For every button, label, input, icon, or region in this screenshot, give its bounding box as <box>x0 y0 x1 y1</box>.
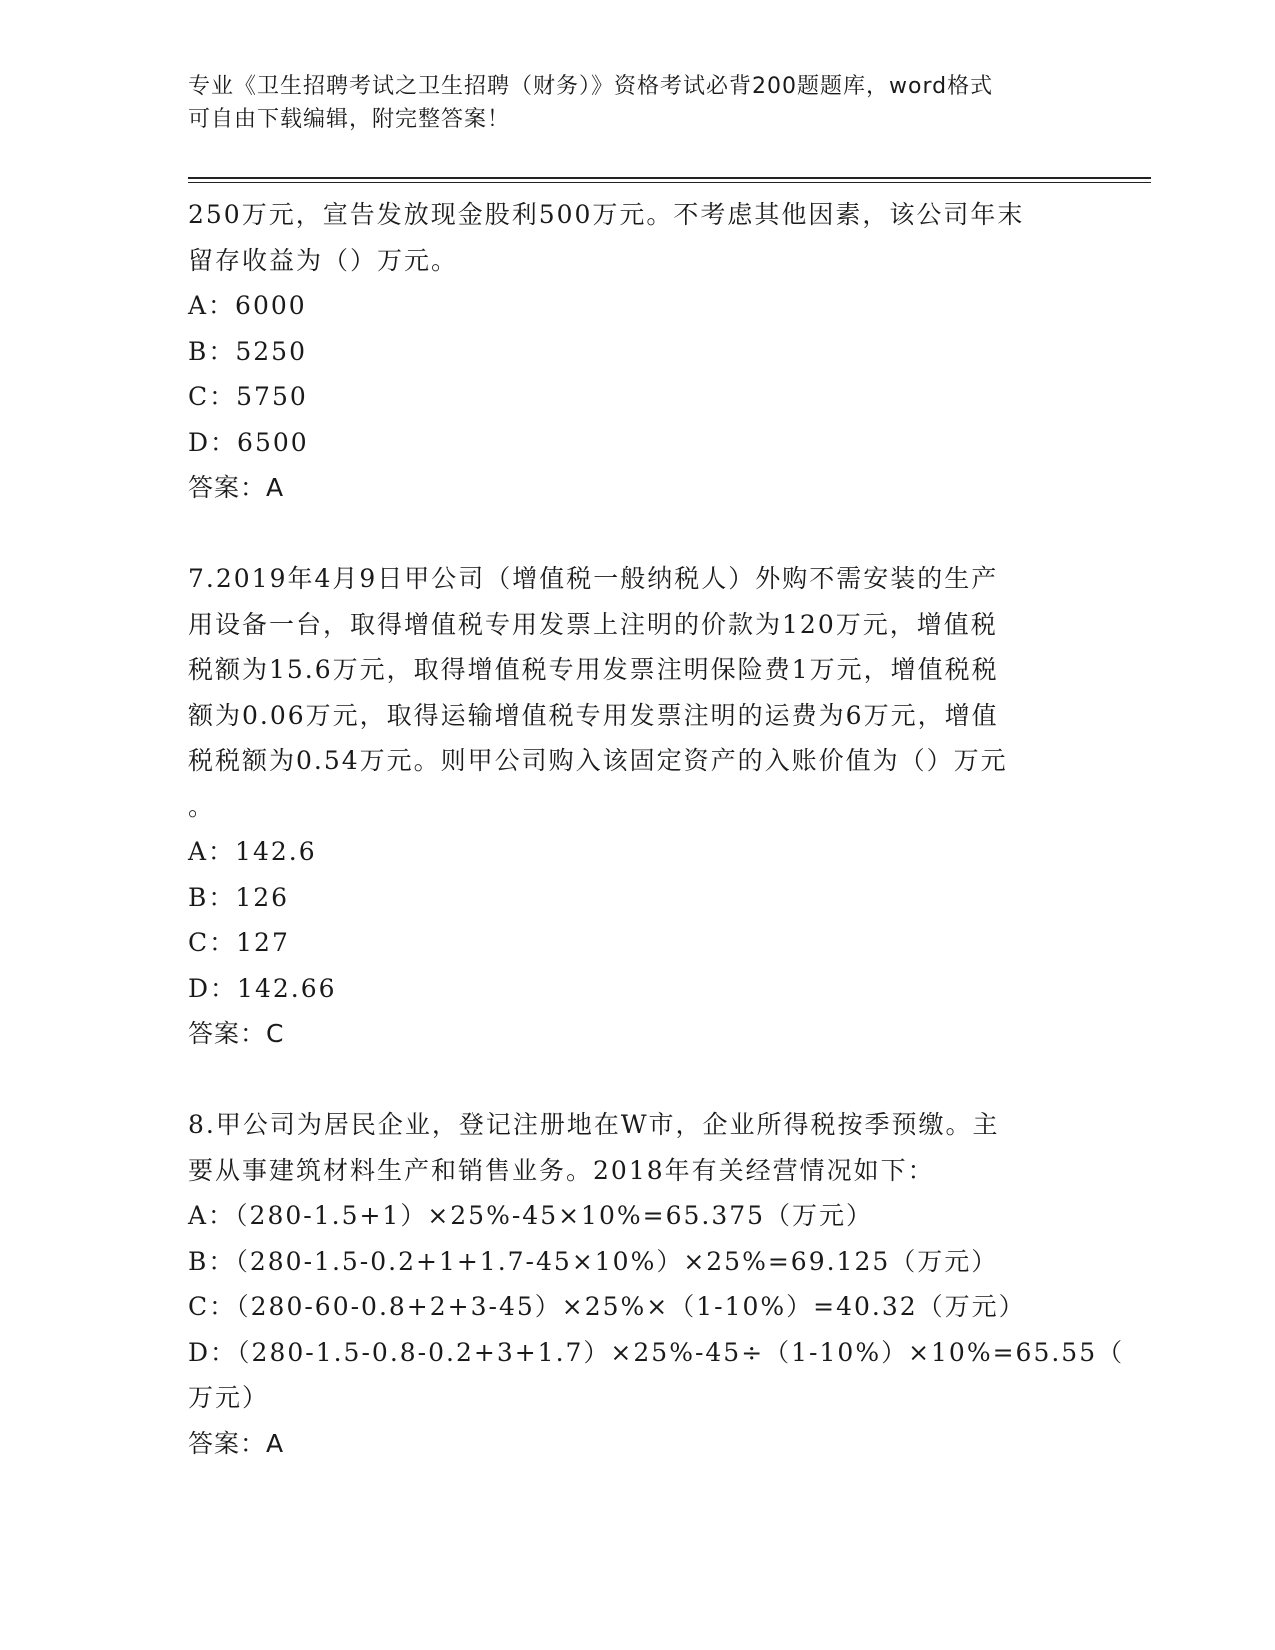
question-text-line: 要从事建筑材料生产和销售业务。2018年有关经营情况如下： <box>188 1155 935 1185</box>
question-text-line: 税税额为0.54万元。则甲公司购入该固定资产的入账价值为（）万元 <box>188 746 1008 775</box>
question-text-line: 8.甲公司为居民企业，登记注册地在W市，企业所得税按季预缴。主 <box>188 1110 1000 1139</box>
header-rule-thick <box>188 177 1151 179</box>
option-d: D：（280-1.5-0.8-0.2+3+1.7）×25%-45÷（1-10%）×10%=65.55（ <box>188 1337 1125 1367</box>
header-rule-thin <box>188 182 1151 183</box>
question-text-line: 7.2019年4月9日甲公司（增值税一般纳税人）外购不需安装的生产 <box>188 564 999 593</box>
option-c: C：（280-60-0.8+2+3-45）×25%×（1-10%）=40.32（万元） <box>188 1292 1026 1321</box>
question-text-line: 额为0.06万元，取得运输增值税专用发票注明的运费为6万元，增值 <box>188 700 999 730</box>
option-a: A：142.6 <box>188 837 317 866</box>
question-text-line: 。 <box>188 791 216 821</box>
option-a: A：（280-1.5+1）×25%-45×10%=65.375（万元） <box>188 1201 874 1230</box>
question-text-line: 250万元，宣告发放现金股利500万元。不考虑其他因素，该公司年末 <box>188 200 1025 229</box>
option-b: B：5250 <box>188 336 307 366</box>
document-body <box>188 192 1125 1466</box>
option-b: B：126 <box>188 882 290 912</box>
question-text-line: 用设备一台，取得增值税专用发票上注明的价款为120万元，增值税 <box>188 609 998 639</box>
option-c: C：5750 <box>188 382 308 411</box>
header-title-line-2: 可自由下载编辑，附完整答案！ <box>188 107 511 132</box>
question-text-line: 税额为15.6万元，取得增值税专用发票注明保险费1万元，增值税税 <box>188 655 999 684</box>
question-text-line: 留存收益为（）万元。 <box>188 245 459 275</box>
option-b: B：（280-1.5-0.2+1+1.7-45×10%）×25%=69.125（万元） <box>188 1246 999 1276</box>
spacer <box>188 1057 1088 1103</box>
option-d-continuation: 万元） <box>188 1383 270 1412</box>
header-title-line-1: 专业《卫生招聘考试之卫生招聘（财务）》资格考试必背200题题库，word格式 <box>188 74 994 99</box>
answer: 答案：A <box>188 1428 285 1458</box>
question-8 <box>188 1102 1125 1466</box>
question-6 <box>188 192 1088 511</box>
spacer <box>188 511 1088 557</box>
question-7 <box>188 556 1088 1057</box>
document-header <box>188 70 1088 136</box>
answer: 答案：C <box>188 1019 285 1048</box>
option-d: D：6500 <box>188 427 309 457</box>
option-d: D：142.66 <box>188 973 337 1003</box>
option-a: A：6000 <box>188 291 307 320</box>
answer: 答案：A <box>188 473 285 502</box>
option-c: C：127 <box>188 928 290 957</box>
